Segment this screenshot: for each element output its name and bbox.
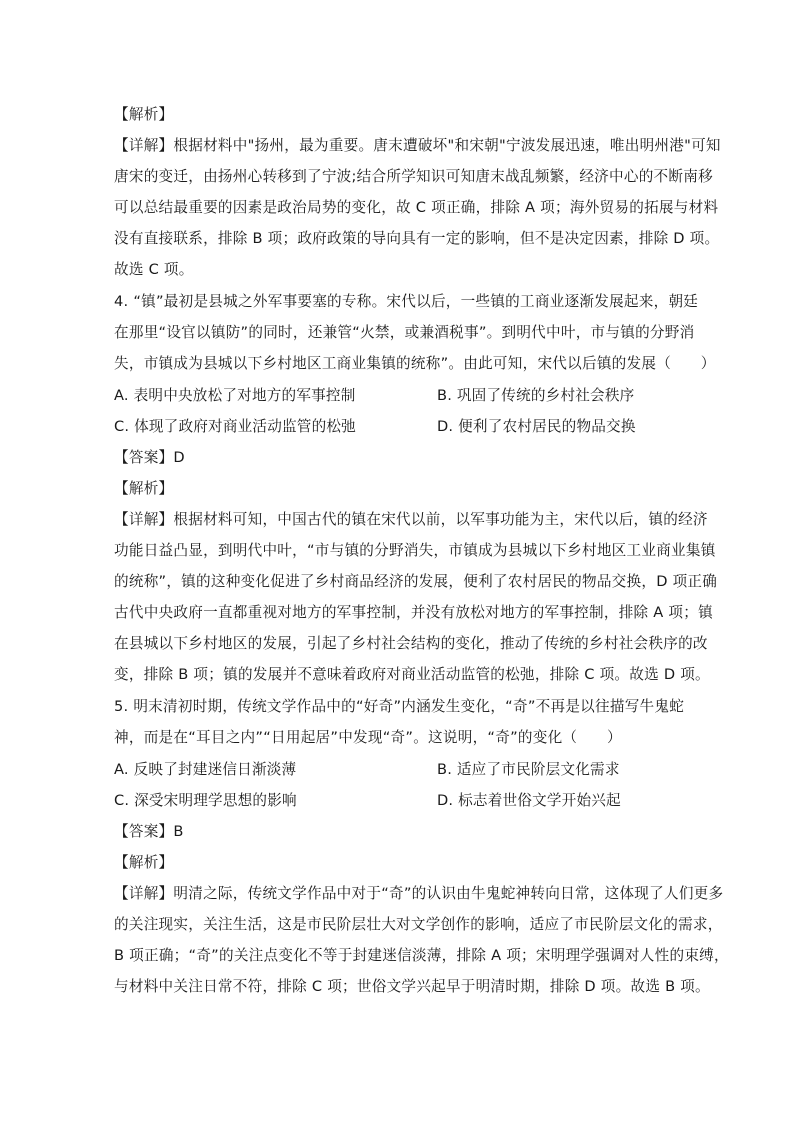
question-5-option-b: B. 适应了市民阶层文化需求 [437,761,620,778]
explanation-line: 在县城以下乡村地区的发展，引起了乡村社会结构的变化，推动了传统的乡村社会秩序的改 [114,635,708,652]
explanation-line: 功能日益凸显，到明代中叶，“市与镇的分野消失，市镇成为县城以下乡村地区工业商业集镇 [114,542,716,559]
question-4-stem: 4. “镇”最初是县城之外军事要塞的专称。宋代以后，一些镇的工商业逐渐发展起来，朝廷 [114,293,699,310]
question-4-stem: 在那里“设官以镇防”的同时，还兼管“火禁，或兼酒税事”。到明代中叶，市与镇的分野消 [114,324,695,341]
explanation-line: B 项正确；“奇”的关注点变化不等于封建迷信淡薄，排除 A 项；宋明理学强调对人性的束缚， [114,947,729,964]
question-5-stem: 5. 明末清初时期，传统文学作品中的“好奇”内涵发生变化，“奇”不再是以往描写牛鬼蛇 [114,698,685,715]
question-5-answer: 【答案】B [114,823,184,840]
question-5-option-a: A. 反映了封建迷信日渐淡薄 [114,761,297,778]
explanation-line: 【详解】明清之际，传统文学作品中对于“奇”的认识由牛鬼蛇神转向日常，这体现了人们更多 [114,885,724,902]
explanation-line: 唐宋的变迁，由扬州心转移到了宁波;结合所学知识可知唐末战乱频繁，经济中心的不断南移 [114,168,713,185]
explanation-line: 古代中央政府一直都重视对地方的军事控制，并没有放松对地方的军事控制，排除 A 项；镇 [114,604,713,621]
question-5-stem: 神，而是在“耳目之内”“日用起居”中发现“奇”。这说明，“奇”的变化（ ） [114,729,622,746]
question-5-option-c: C. 深受宋明理学思想的影响 [114,792,297,809]
explanation-line: 变，排除 B 项；镇的发展并不意味着政府对商业活动监管的松弛，排除 C 项。故选 D 项。 [114,666,710,683]
question-5-option-d: D. 标志着世俗文学开始兴起 [437,792,621,809]
explanation-line: 可以总结最重要的因素是政治局势的变化，故 C 项正确，排除 A 项；海外贸易的拓展与材料 [114,199,719,216]
explanation-line: 【详解】根据材料可知，中国古代的镇在宋代以前，以军事功能为主，宋代以后，镇的经济 [114,511,708,528]
explanation-line: 【详解】根据材料中"扬州，最为重要。唐末遭破坏"和宋朝"宁波发展迅速，唯出明州港"可知 [114,137,721,154]
question-4-option-b: B. 巩固了传统的乡村社会秩序 [437,387,635,404]
question-4-answer: 【答案】D [114,449,185,466]
explanation-line: 的关注现实，关注生活，这是市民阶层壮大对文学创作的影响，适应了市民阶层文化的需求， [114,916,723,933]
explanation-line: 与材料中关注日常不符，排除 C 项；世俗文学兴起早于明清时期，排除 D 项。故选 B 项。 [114,978,710,995]
question-4-stem: 失，市镇成为县城以下乡村地区工商业集镇的统称”。由此可知，宋代以后镇的发展（ ） [114,355,716,372]
question-4-option-d: D. 便利了农村居民的物品交换 [437,418,636,435]
analysis-heading: 【解析】 [114,106,174,123]
explanation-line: 没有直接联系，排除 B 项；政府政策的导向具有一定的影响，但不是决定因素，排除 D 项。 [114,230,720,247]
question-4-option-a: A. 表明中央放松了对地方的军事控制 [114,387,356,404]
analysis-heading: 【解析】 [114,480,174,497]
explanation-line: 故选 C 项。 [114,261,194,278]
explanation-line: 的统称”，镇的这种变化促进了乡村商品经济的发展，便利了农村居民的物品交换，D 项正确 [114,573,718,590]
analysis-heading: 【解析】 [114,854,174,871]
question-4-option-c: C. 体现了政府对商业活动监管的松弛 [114,418,356,435]
